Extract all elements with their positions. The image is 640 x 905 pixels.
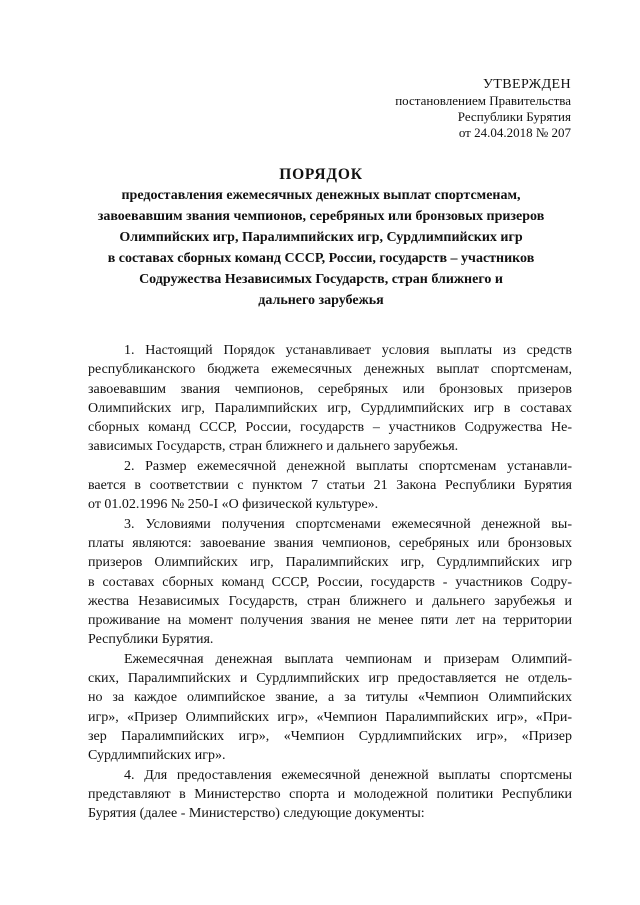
text-line: Сурдлимпийских игр». [88,748,226,764]
text-line: платы являются: завоевание звания чемпионов, серебряных или бронзовых [88,535,572,551]
text-line: 3. Условиями получения спортсменами ежемесячной денежной вы- [124,516,572,532]
subtitle-line: дальнего зарубежья [258,293,384,308]
text-line: от 01.02.1996 № 250-I «О физической культуре». [88,497,379,513]
text-line: вается в соответствии с пунктом 7 статьи 21 Закона Республики Бурятия [88,478,572,494]
document-subtitle [60,185,582,311]
subtitle-line: Олимпийских игр, Паралимпийских игр, Сурдлимпийских игр [119,230,523,245]
paragraph-3-continued [88,650,572,766]
text-line: Ежемесячная денежная выплата чемпионам и призерам Олимпий- [124,651,572,667]
paragraph-1 [88,341,572,457]
text-line: Бурятия (далее - Министерство) следующие документы: [88,806,425,822]
paragraph-4 [88,766,572,824]
text-line: представляют в Министерство спорта и молодежной политики Республики [88,786,572,802]
text-line: республиканского бюджета ежемесячных денежных выплат спортсменам, [88,362,572,378]
paragraph-2 [88,457,572,515]
approval-date-number: от 24.04.2018 № 207 [458,125,571,140]
text-line: Республики Бурятия. [88,632,214,648]
approval-republic: Республики Бурятия [457,109,571,124]
subtitle-line: завоевавшим звания чемпионов, серебряных или бронзовых призеров [97,209,545,224]
text-line: Олимпийских игр, Паралимпийских игр, Сурдлимпийских игр в составах [88,400,572,416]
subtitle-line: Содружества Независимых Государств, стран ближнего и [139,272,503,287]
text-line: сборных команд СССР, России, государств – участников Содружества Не- [88,420,572,436]
text-line: в составах сборных команд СССР, России, государств - участников Содру- [88,574,572,590]
document-title: ПОРЯДОК [279,166,363,183]
text-line: жества Независимых Государств, стран ближнего и дальнего зарубежья и [88,593,572,609]
paragraph-3 [88,515,572,650]
approval-authority: постановлением Правительства [395,93,571,108]
text-line: призеров Олимпийских игр, Паралимпийских игр, Сурдлимпийских игр [88,555,572,571]
text-line: зависимых Государств, стран ближнего и дальнего зарубежья. [88,439,459,455]
approval-stamp [395,77,571,141]
text-line: 2. Размер ежемесячной денежной выплаты спортсменам устанавли- [124,458,572,474]
text-line: завоевавшим звания чемпионов, серебряных или бронзовых призеров [88,381,572,397]
text-line: зер Паралимпийских игр», «Чемпион Сурдлимпийских игр», «Призер [88,728,572,744]
approval-heading: УТВЕРЖДЕН [482,77,571,92]
subtitle-line: в составах сборных команд СССР, России, государств – участников [107,251,535,266]
text-line: 1. Настоящий Порядок устанавливает условия выплаты из средств [124,343,572,358]
text-line: 4. Для предоставления ежемесячной денежной выплаты спортсмены [124,767,572,783]
text-line: игр», «Призер Олимпийских игр», «Чемпион Паралимпийских игр», «При- [88,709,572,725]
text-line: ских, Паралимпийских и Сурдлимпийских игр предоставляется не отдель- [88,671,572,687]
document-body [88,341,572,823]
subtitle-line: предоставления ежемесячных денежных выплат спортсменам, [121,188,521,203]
text-line: но за каждое олимпийское звание, а за титулы «Чемпион Олимпийских [88,690,572,706]
text-line: проживание на момент получения звания не менее пяти лет на территории [88,613,572,629]
